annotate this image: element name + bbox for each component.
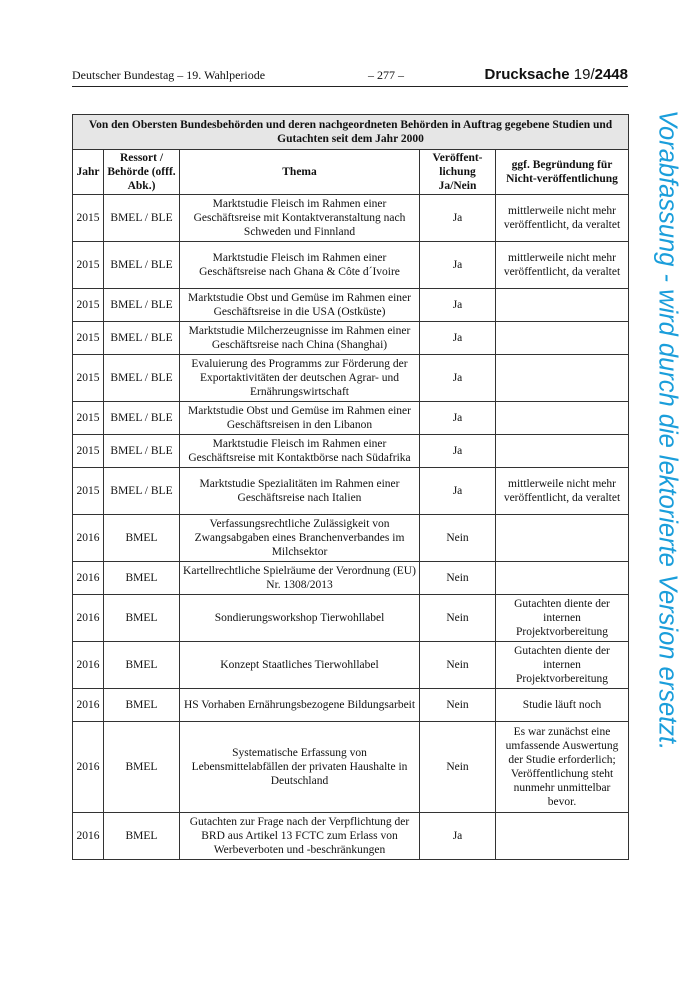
column-header-thema: Thema xyxy=(180,150,420,195)
cell-ressort: BMEL xyxy=(104,722,180,813)
cell-thema: Marktstudie Spezialitäten im Rahmen einer Geschäftsreise nach Italien xyxy=(180,468,420,515)
cell-ressort: BMEL xyxy=(104,595,180,642)
table-row xyxy=(73,289,629,322)
cell-veroeffentlichung: Ja xyxy=(420,435,496,468)
cell-begruendung: mittlerweile nicht mehr veröffentlicht, da veraltet xyxy=(496,242,629,289)
cell-begruendung xyxy=(496,562,629,595)
cell-ressort: BMEL xyxy=(104,515,180,562)
cell-begruendung xyxy=(496,289,629,322)
cell-ressort: BMEL / BLE xyxy=(104,468,180,515)
cell-thema: Sondierungsworkshop Tierwohllabel xyxy=(180,595,420,642)
table-row xyxy=(73,322,629,355)
table-row xyxy=(73,355,629,402)
table-row xyxy=(73,195,629,242)
cell-veroeffentlichung: Nein xyxy=(420,515,496,562)
cell-veroeffentlichung: Ja xyxy=(420,355,496,402)
header-drucksache xyxy=(485,66,628,83)
cell-jahr: 2015 xyxy=(73,289,104,322)
table-row xyxy=(73,402,629,435)
cell-begruendung: Gutachten diente der internen Projektvorbereitung xyxy=(496,595,629,642)
cell-begruendung: mittlerweile nicht mehr veröffentlicht, da veraltet xyxy=(496,468,629,515)
draft-watermark xyxy=(647,110,687,900)
cell-begruendung: Es war zunächst eine umfassende Auswertung der Studie erforderlich; Veröffentlichung steht nunmehr unmittelbar bevor. xyxy=(496,722,629,813)
drucksache-label: Drucksache xyxy=(484,66,570,83)
cell-veroeffentlichung: Nein xyxy=(420,722,496,813)
cell-ressort: BMEL / BLE xyxy=(104,355,180,402)
column-header-jahr: Jahr xyxy=(73,150,104,195)
cell-begruendung xyxy=(496,515,629,562)
cell-thema: Marktstudie Obst und Gemüse im Rahmen einer Geschäftsreise in die USA (Ostküste) xyxy=(180,289,420,322)
cell-begruendung: mittlerweile nicht mehr veröffentlicht, da veraltet xyxy=(496,195,629,242)
cell-veroeffentlichung: Nein xyxy=(420,595,496,642)
cell-begruendung: Gutachten diente der internen Projektvorbereitung xyxy=(496,642,629,689)
cell-jahr: 2015 xyxy=(73,402,104,435)
cell-begruendung xyxy=(496,355,629,402)
cell-jahr: 2016 xyxy=(73,595,104,642)
drucksache-id: 2448 xyxy=(594,66,628,83)
table-row xyxy=(73,562,629,595)
cell-thema: Konzept Staatliches Tierwohllabel xyxy=(180,642,420,689)
drucksache-number: 19/ xyxy=(573,66,595,83)
cell-ressort: BMEL / BLE xyxy=(104,289,180,322)
cell-thema: Kartellrechtliche Spielräume der Verordnung (EU) Nr. 1308/2013 xyxy=(180,562,420,595)
table-row xyxy=(73,242,629,289)
cell-jahr: 2016 xyxy=(73,722,104,813)
cell-ressort: BMEL / BLE xyxy=(104,195,180,242)
cell-jahr: 2016 xyxy=(73,689,104,722)
cell-begruendung xyxy=(496,813,629,860)
cell-thema: Marktstudie Fleisch im Rahmen einer Geschäftsreise mit Kontaktbörse nach Südafrika xyxy=(180,435,420,468)
cell-thema: Gutachten zur Frage nach der Verpflichtung der BRD aus Artikel 13 FCTC zum Erlass von Werbeverboten und -beschränkungen xyxy=(180,813,420,860)
cell-veroeffentlichung: Nein xyxy=(420,689,496,722)
header-page-number: – 277 – xyxy=(368,68,404,82)
column-header-veroeffentlichung: Veröffent-lichung Ja/Nein xyxy=(420,150,496,195)
cell-jahr: 2015 xyxy=(73,355,104,402)
cell-jahr: 2015 xyxy=(73,242,104,289)
cell-veroeffentlichung: Nein xyxy=(420,642,496,689)
cell-veroeffentlichung: Ja xyxy=(420,468,496,515)
table-row xyxy=(73,689,629,722)
table-row xyxy=(73,435,629,468)
table-row xyxy=(73,642,629,689)
cell-begruendung xyxy=(496,435,629,468)
cell-veroeffentlichung: Ja xyxy=(420,813,496,860)
cell-veroeffentlichung: Ja xyxy=(420,322,496,355)
cell-jahr: 2015 xyxy=(73,322,104,355)
cell-thema: Marktstudie Milcherzeugnisse im Rahmen einer Geschäftsreise nach China (Shanghai) xyxy=(180,322,420,355)
cell-ressort: BMEL xyxy=(104,689,180,722)
cell-jahr: 2015 xyxy=(73,195,104,242)
cell-begruendung xyxy=(496,402,629,435)
cell-thema: Marktstudie Obst und Gemüse im Rahmen einer Geschäftsreisen in den Libanon xyxy=(180,402,420,435)
cell-veroeffentlichung: Ja xyxy=(420,402,496,435)
table-row xyxy=(73,595,629,642)
cell-thema: HS Vorhaben Ernährungsbezogene Bildungsarbeit xyxy=(180,689,420,722)
cell-veroeffentlichung: Nein xyxy=(420,562,496,595)
cell-thema: Verfassungsrechtliche Zulässigkeit von Zwangsabgaben eines Branchenverbandes im Milchsektor xyxy=(180,515,420,562)
table-title: Von den Obersten Bundesbehörden und deren nachgeordneten Behörden in Auftrag gegebene Studien und Gutachten seit dem Jahr 2000 xyxy=(73,115,629,150)
table-row xyxy=(73,813,629,860)
cell-thema: Marktstudie Fleisch im Rahmen einer Geschäftsreise mit Kontaktveranstaltung nach Schweden und Finnland xyxy=(180,195,420,242)
cell-ressort: BMEL / BLE xyxy=(104,435,180,468)
cell-thema: Systematische Erfassung von Lebensmittelabfällen der privaten Haushalte in Deutschland xyxy=(180,722,420,813)
cell-thema: Evaluierung des Programms zur Förderung der Exportaktivitäten der deutschen Agrar- und Ernährungswirtschaft xyxy=(180,355,420,402)
page-header xyxy=(72,68,628,87)
column-header-ressort: Ressort / Behörde (offf. Abk.) xyxy=(104,150,180,195)
cell-begruendung: Studie läuft noch xyxy=(496,689,629,722)
cell-ressort: BMEL xyxy=(104,642,180,689)
watermark-text: Vorabfassung - wird durch die lektorierte Version ersetzt. xyxy=(653,110,682,751)
table-row xyxy=(73,468,629,515)
table-row xyxy=(73,722,629,813)
cell-ressort: BMEL / BLE xyxy=(104,402,180,435)
cell-thema: Marktstudie Fleisch im Rahmen einer Geschäftsreise nach Ghana & Côte d´Ivoire xyxy=(180,242,420,289)
cell-ressort: BMEL xyxy=(104,813,180,860)
cell-jahr: 2016 xyxy=(73,642,104,689)
studies-table xyxy=(72,114,629,860)
cell-ressort: BMEL / BLE xyxy=(104,322,180,355)
cell-jahr: 2016 xyxy=(73,813,104,860)
cell-veroeffentlichung: Ja xyxy=(420,242,496,289)
cell-jahr: 2016 xyxy=(73,562,104,595)
cell-ressort: BMEL / BLE xyxy=(104,242,180,289)
table-row xyxy=(73,515,629,562)
cell-veroeffentlichung: Ja xyxy=(420,195,496,242)
header-parliament: Deutscher Bundestag – 19. Wahlperiode xyxy=(72,68,266,82)
cell-ressort: BMEL xyxy=(104,562,180,595)
cell-jahr: 2015 xyxy=(73,468,104,515)
cell-veroeffentlichung: Ja xyxy=(420,289,496,322)
cell-jahr: 2015 xyxy=(73,435,104,468)
column-header-begruendung: ggf. Begründung für Nicht-veröffentlichung xyxy=(496,150,629,195)
cell-begruendung xyxy=(496,322,629,355)
cell-jahr: 2016 xyxy=(73,515,104,562)
